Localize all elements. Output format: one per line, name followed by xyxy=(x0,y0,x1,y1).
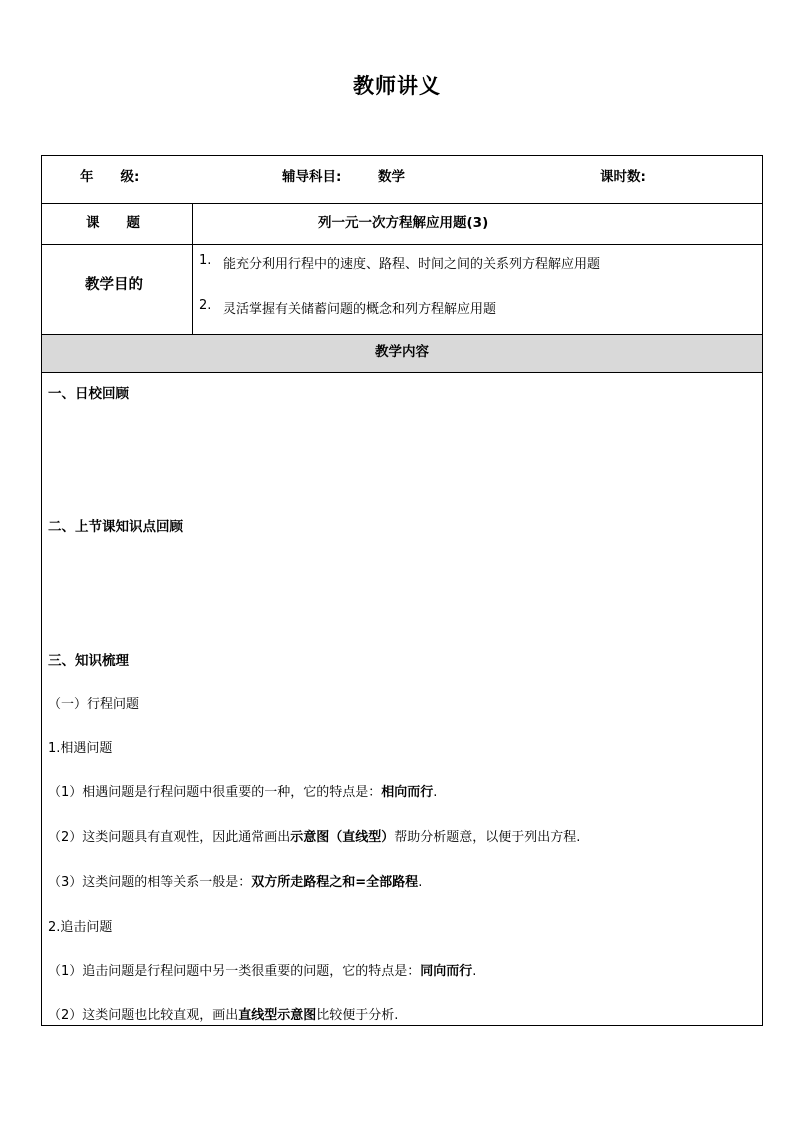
objective-1-num: 1. xyxy=(199,253,212,268)
paragraph-chase-2: （2）这类问题也比较直观，画出直线型示意图比较便于分析. xyxy=(48,1008,399,1023)
row-divider xyxy=(42,334,762,335)
column-divider xyxy=(192,203,193,334)
topic-value: 列一元一次方程解应用题(3) xyxy=(318,215,489,231)
row-divider xyxy=(42,372,762,373)
paragraph-meeting-3: （3）这类问题的相等关系一般是：双方所走路程之和=全部路程. xyxy=(48,875,423,890)
grade-label: 年 级: xyxy=(80,169,140,185)
content-header: 教学内容 xyxy=(375,344,429,360)
objective-2-num: 2. xyxy=(199,298,212,313)
paragraph-meeting-1: （1）相遇问题是行程问题中很重要的一种，它的特点是：相向而行. xyxy=(48,785,438,800)
section-1-heading: 一、日校回顾 xyxy=(48,386,129,402)
hours-label: 课时数: xyxy=(600,169,646,185)
section-3-heading: 三、知识梳理 xyxy=(48,653,129,669)
heading-meeting: 1.相遇问题 xyxy=(48,741,113,756)
subsection-travel: （一）行程问题 xyxy=(48,697,140,712)
row-divider xyxy=(42,203,762,204)
paragraph-meeting-2: （2）这类问题具有直观性，因此通常画出示意图（直线型）帮助分析题意，以便于列出方程. xyxy=(48,830,581,845)
lesson-table xyxy=(41,155,763,1026)
objective-2-text: 灵活掌握有关储蓄问题的概念和列方程解应用题 xyxy=(223,302,497,317)
section-2-heading: 二、上节课知识点回顾 xyxy=(48,519,183,535)
paragraph-chase-1: （1）追击问题是行程问题中另一类很重要的问题，它的特点是：同向而行. xyxy=(48,964,477,979)
heading-chase: 2.追击问题 xyxy=(48,920,113,935)
objectives-label: 教学目的 xyxy=(85,277,143,293)
row-divider xyxy=(42,244,762,245)
document-title: 教师讲义 xyxy=(353,73,441,98)
objective-1-text: 能充分利用行程中的速度、路程、时间之间的关系列方程解应用题 xyxy=(223,257,601,272)
subject-label: 辅导科目: xyxy=(282,169,342,185)
topic-label: 课 题 xyxy=(86,215,140,231)
subject-value: 数学 xyxy=(378,169,405,185)
